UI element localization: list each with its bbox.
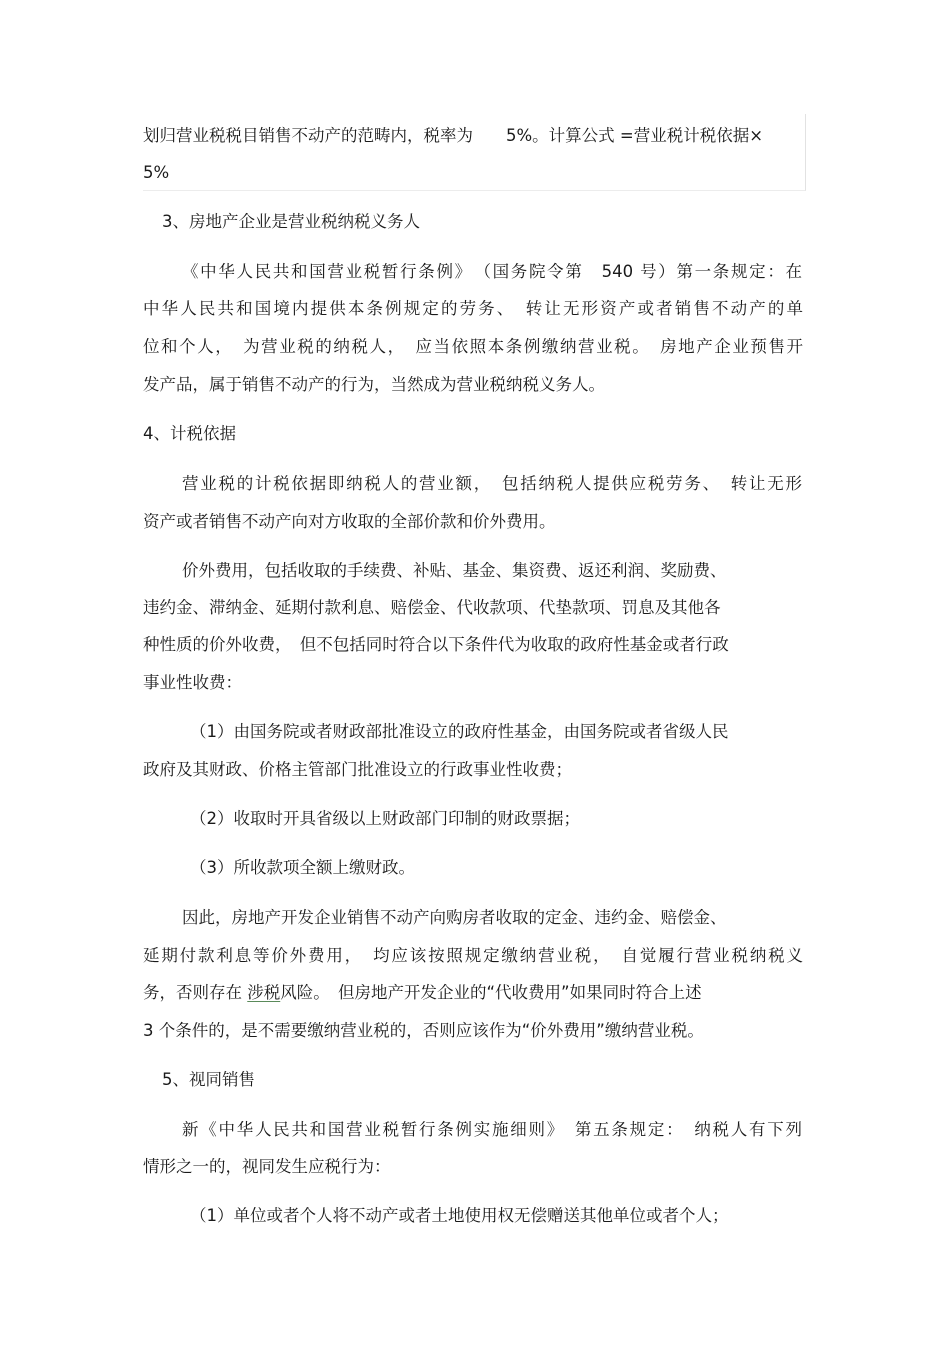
- para-5-line-2: 违约金、滞纳金、延期付款利息、赔偿金、代收款项、代垫款项、罚息及其他各: [143, 598, 721, 617]
- para-6-line-2: 延期付款利息等价外费用， 均应该按照规定缴纳营业税， 自觉履行营业税纳税义: [143, 946, 803, 965]
- para-5-line-3: 种性质的价外收费， 但不包括同时符合以下条件代为收取的政府性基金或者行政: [143, 635, 729, 654]
- para-4-line-2: 资产或者销售不动产向对方收取的全部价款和价外费用。: [143, 512, 556, 531]
- para-6-line-3: [143, 983, 702, 1003]
- para-6-line-4: 3 个条件的，是不需要缴纳营业税的，否则应该作为“价外费用”缴纳营业税。: [143, 1021, 704, 1040]
- item-2: （2）收取时开具省级以上财政部门印制的财政票据；: [190, 809, 580, 828]
- para-7-line-1: 新《中华人民共和国营业税暂行条例实施细则》 第五条规定： 纳税人有下列: [182, 1120, 802, 1139]
- item-3: （3）所收款项全额上缴财政。: [190, 858, 415, 877]
- para-3-line-1: 《中华人民共和国营业税暂行条例》 （国务院令第 540 号）第一条规定：在: [182, 262, 802, 281]
- para-6-line-3-post: 风险。 但房地产开发企业的“代收费用”如果同时符合上述: [280, 983, 702, 1002]
- para-4-line-1: 营业税的计税依据即纳税人的营业额， 包括纳税人提供应税劳务、 转让无形: [182, 474, 802, 493]
- item-j1: （1）单位或者个人将不动产或者土地使用权无偿赠送其他单位或者个人；: [190, 1206, 729, 1225]
- item-1-line-2: 政府及其财政、价格主管部门批准设立的行政事业性收费；: [143, 760, 572, 779]
- heading-5: 5、视同销售: [162, 1070, 255, 1089]
- para-5-line-4: 事业性收费：: [143, 673, 242, 692]
- para-3-line-2: 中华人民共和国境内提供本条例规定的劳务、 转让无形资产或者销售不动产的单: [143, 299, 803, 318]
- para-6-line-3-pre: 务，否则存在: [143, 983, 242, 1002]
- para-7-line-2: 情形之一的，视同发生应税行为：: [143, 1157, 391, 1176]
- para-6-line-1: 因此，房地产开发企业销售不动产向购房者收取的定金、违约金、赔偿金、: [182, 908, 727, 927]
- heading-4: 4、计税依据: [143, 424, 236, 443]
- para-3-line-4: 发产品，属于销售不动产的行为，当然成为营业税纳税义务人。: [143, 375, 605, 394]
- text-line-rate-cont: 5%: [143, 163, 170, 182]
- para-5-line-1: 价外费用，包括收取的手续费、补贴、基金、集资费、返还利润、奖励费、: [182, 561, 727, 580]
- item-1-line-1: （1）由国务院或者财政部批准设立的政府性基金，由国务院或者省级人民: [190, 722, 729, 741]
- tax-risk-link[interactable]: 涉税: [247, 983, 281, 1002]
- heading-3: 3、房地产企业是营业税纳税义务人: [162, 212, 420, 231]
- text-line-rate: 划归营业税税目销售不动产的范畴内，税率为 5%。计算公式 =营业税计税依据×: [143, 126, 764, 145]
- para-3-line-3: 位和个人， 为营业税的纳税人， 应当依照本条例缴纳营业税。 房地产企业预售开: [143, 337, 803, 356]
